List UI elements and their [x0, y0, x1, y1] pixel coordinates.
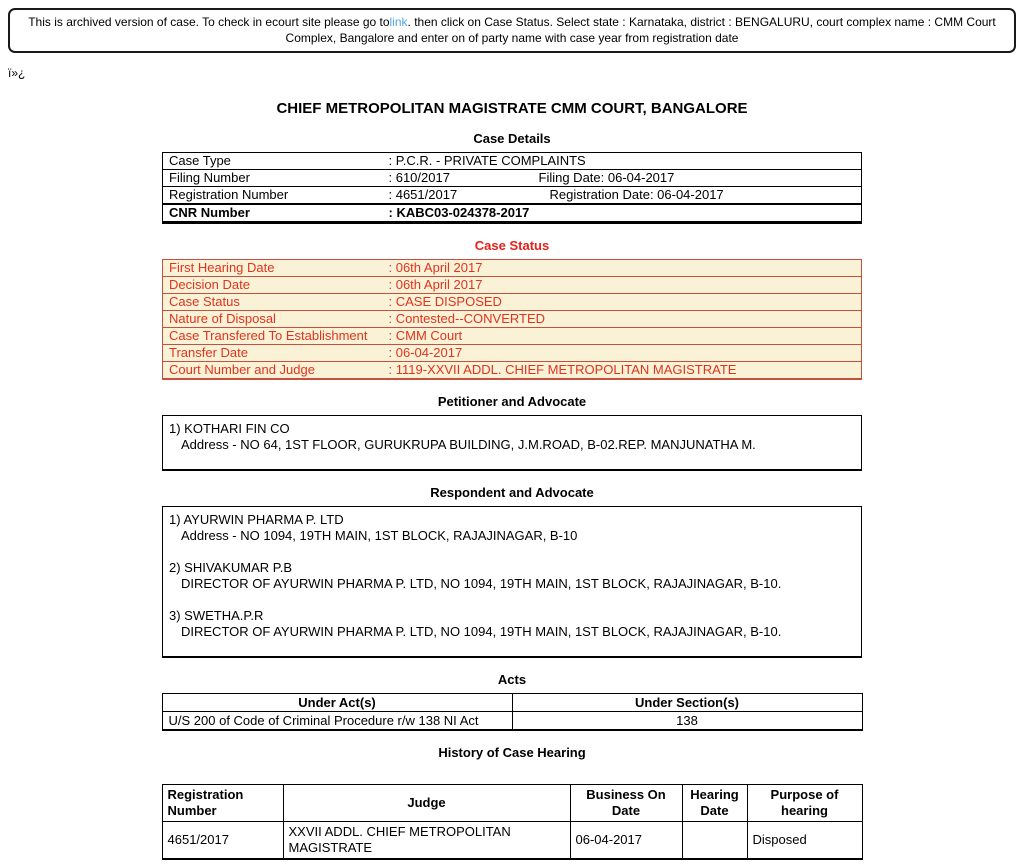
party-name: 2) SHIVAKUMAR P.B: [169, 560, 293, 575]
petitioner-heading: Petitioner and Advocate: [437, 394, 587, 409]
first-hearing-date-label: First Hearing Date: [169, 260, 275, 275]
banner-text-after-link: . then click on Case Status. Select state : Karnataka, district : BENGALURU, court complex name : CMM Court: [407, 15, 996, 29]
banner-text-before-link: This is archived version of case. To check in ecourt site please go to: [28, 15, 390, 29]
registration-number-value: [383, 187, 862, 205]
table-row: [163, 170, 862, 187]
filing-date: Filing Date: 06-04-2017: [538, 170, 675, 185]
table-row: [162, 712, 862, 731]
table-row: [163, 204, 862, 223]
table-row: [162, 822, 862, 860]
business-on-date-header: Business On Date: [570, 785, 682, 822]
history-judge: XXVII ADDL. CHIEF METROPOLITAN MAGISTRATE: [283, 822, 570, 860]
case-status-heading: Case Status: [474, 238, 550, 253]
table-row: [163, 328, 862, 345]
petitioner-party: [169, 421, 855, 453]
table-row: [163, 362, 862, 380]
respondent-box: [162, 506, 862, 658]
judge-header: Judge: [283, 785, 570, 822]
table-row: [163, 345, 862, 362]
respondent-party: [169, 512, 855, 544]
registration-number-header: Registration Number: [162, 785, 283, 822]
court-number-judge-value: : 1119-XXVII ADDL. CHIEF METROPOLITAN MAGISTRATE: [383, 362, 862, 380]
case-details-table: [162, 152, 862, 224]
under-acts-header: Under Act(s): [162, 694, 512, 712]
petitioner-box: [162, 415, 862, 471]
party-address: Address - NO 64, 1ST FLOOR, GURUKRUPA BUILDING, J.M.ROAD, B-02.REP. MANJUNATHA M.: [181, 437, 756, 452]
table-row: [163, 311, 862, 328]
party-address: Address - NO 1094, 19TH MAIN, 1ST BLOCK, RAJAJINAGAR, B-10: [181, 528, 578, 543]
ecourt-link[interactable]: link: [389, 15, 408, 29]
hearing-date-header: Hearing Date: [682, 785, 747, 822]
history-purpose: Disposed: [747, 822, 862, 860]
filing-number-label: Filing Number: [163, 170, 383, 187]
filing-number: : 610/2017: [388, 170, 450, 185]
case-details-heading: Case Details: [473, 131, 551, 146]
registration-date: Registration Date: 06-04-2017: [549, 187, 724, 202]
table-header-row: [162, 785, 862, 822]
decision-date-label: Decision Date: [163, 277, 383, 294]
case-status-label: Case Status: [163, 294, 383, 311]
archived-notice-banner: [8, 8, 1016, 53]
history-hearing-date: [682, 822, 747, 860]
page-title: CHIEF METROPOLITAN MAGISTRATE CMM COURT, BANGALORE: [276, 100, 748, 117]
respondent-party: [169, 608, 855, 640]
case-type-value: : P.C.R. - PRIVATE COMPLAINTS: [388, 153, 586, 168]
acts-heading: Acts: [497, 672, 527, 687]
act-cell: U/S 200 of Code of Criminal Procedure r/w 138 NI Act: [162, 712, 512, 731]
table-row: [163, 153, 862, 170]
table-row: [163, 294, 862, 311]
history-business-on-date: 06-04-2017: [570, 822, 682, 860]
respondent-party: [169, 560, 855, 592]
respondent-heading: Respondent and Advocate: [430, 485, 594, 500]
registration-number: : 4651/2017: [388, 187, 458, 202]
transfer-date-value: : 06-04-2017: [383, 345, 862, 362]
table-row: [163, 277, 862, 294]
table-row: [163, 187, 862, 205]
acts-table: [162, 693, 863, 731]
case-status-table: [162, 259, 862, 380]
section-cell: 138: [512, 712, 862, 731]
table-header-row: [162, 694, 862, 712]
cnr-number-label: CNR Number: [163, 204, 383, 223]
banner-text-line2: Complex, Bangalore and enter on of party name with case year from registration date: [285, 31, 739, 45]
party-address: DIRECTOR OF AYURWIN PHARMA P. LTD, NO 1094, 19TH MAIN, 1ST BLOCK, RAJAJINAGAR, B-10.: [181, 576, 782, 591]
decision-date-value: : 06th April 2017: [383, 277, 862, 294]
case-transfered-value: : CMM Court: [383, 328, 862, 345]
case-status-value: : CASE DISPOSED: [383, 294, 862, 311]
case-transfered-label: Case Transfered To Establishment: [163, 328, 383, 345]
history-heading: History of Case Hearing: [438, 745, 586, 760]
party-name: 1) AYURWIN PHARMA P. LTD: [169, 512, 344, 527]
bom-artifact-text: ï»¿: [8, 66, 26, 80]
under-sections-header: Under Section(s): [512, 694, 862, 712]
nature-of-disposal-label: Nature of Disposal: [163, 311, 383, 328]
court-number-judge-label: Court Number and Judge: [163, 362, 383, 380]
party-address: DIRECTOR OF AYURWIN PHARMA P. LTD, NO 1094, 19TH MAIN, 1ST BLOCK, RAJAJINAGAR, B-10.: [181, 624, 782, 639]
nature-of-disposal-value: : Contested--CONVERTED: [383, 311, 862, 328]
table-row: [163, 260, 862, 277]
case-type-label: Case Type: [169, 153, 231, 168]
purpose-of-hearing-header: Purpose of hearing: [747, 785, 862, 822]
first-hearing-date-value: : 06th April 2017: [388, 260, 483, 275]
history-registration-number: 4651/2017: [162, 822, 283, 860]
transfer-date-label: Transfer Date: [163, 345, 383, 362]
cnr-number-value: : KABC03-024378-2017: [383, 204, 862, 223]
history-table: [162, 784, 863, 860]
party-name: 3) SWETHA.P.R: [169, 608, 264, 623]
registration-number-label: Registration Number: [163, 187, 383, 205]
party-name: 1) KOTHARI FIN CO: [169, 421, 290, 436]
filing-number-value: [383, 170, 862, 187]
